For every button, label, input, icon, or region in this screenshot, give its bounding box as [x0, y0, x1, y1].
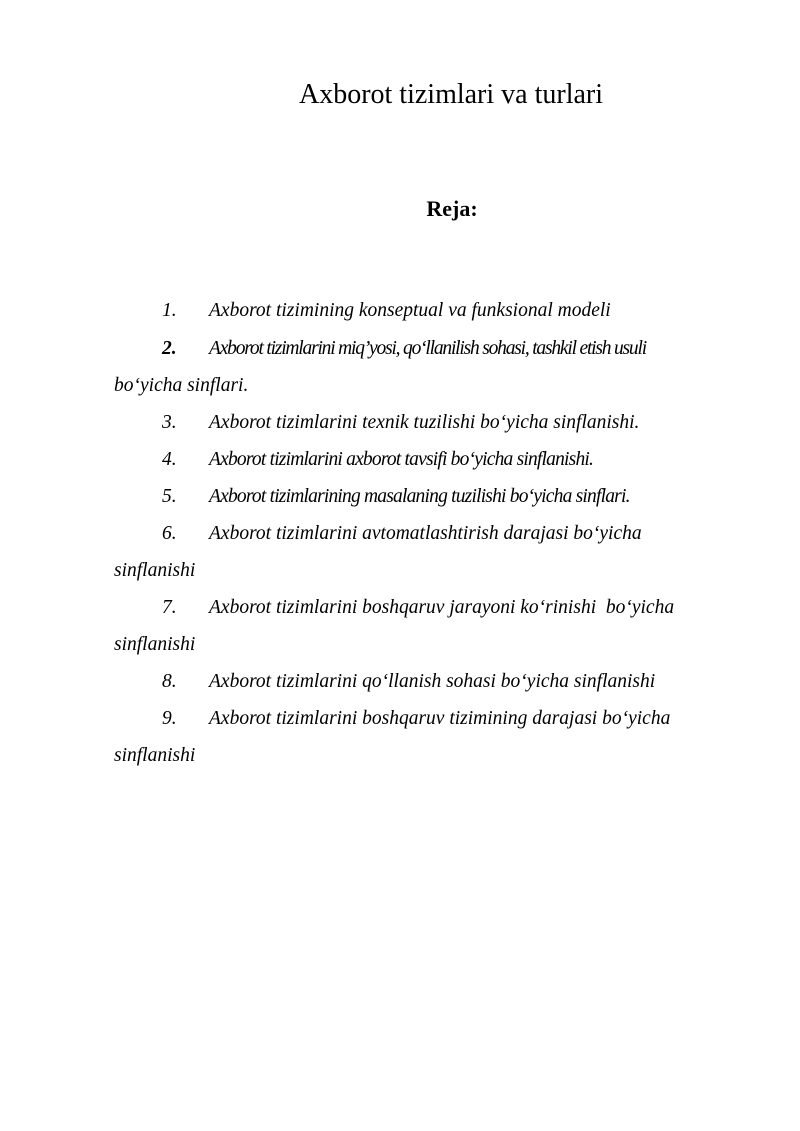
plan-item-text: Axborot tizimlarini axborot tavsifi bo‘yicha sinflanishi.: [209, 449, 594, 470]
plan-item-continuation: bo‘yicha sinflari.: [114, 375, 249, 396]
plan-item-number: 3.: [162, 412, 177, 433]
plan-item-number: 6.: [162, 523, 177, 544]
plan-item-text: Axborot tizimlarini miq’yosi, qo‘llanilish sohasi, tashkil etish usuli: [209, 338, 646, 359]
plan-item-continuation: sinflanishi: [114, 634, 196, 655]
plan-item-text: Axborot tizimlarini texnik tuzilishi bo‘yicha sinflanishi.: [209, 412, 640, 433]
plan-item-number: 2.: [162, 338, 177, 359]
plan-item-continuation: sinflanishi: [114, 560, 196, 581]
plan-heading: Reja:: [426, 196, 478, 221]
plan-item-number: 9.: [162, 708, 177, 729]
plan-item-number: 1.: [162, 300, 177, 321]
plan-item-text: Axborot tizimlarini boshqaruv tizimining darajasi bo‘yicha: [209, 708, 671, 729]
document-title: Axborot tizimlari va turlari: [298, 79, 604, 110]
plan-item-number: 4.: [162, 449, 177, 470]
plan-item-continuation: sinflanishi: [114, 745, 196, 766]
plan-item-text: Axborot tizimlarini boshqaruv jarayoni ko‘rinishi bo‘yicha: [209, 597, 675, 618]
plan-item-text: Axborot tizimlarining masalaning tuzilishi bo‘yicha sinflari.: [209, 486, 630, 507]
plan-item-number: 5.: [162, 486, 177, 507]
plan-item-number: 7.: [162, 597, 177, 618]
plan-item-text: Axborot tizimlarini qo‘llanish sohasi bo‘yicha sinflanishi: [209, 671, 656, 692]
plan-item-text: Axborot tizimlarini avtomatlashtirish darajasi bo‘yicha: [209, 523, 642, 544]
plan-item-number: 8.: [162, 671, 177, 692]
plan-item-text: Axborot tizimining konseptual va funksional modeli: [209, 300, 611, 321]
